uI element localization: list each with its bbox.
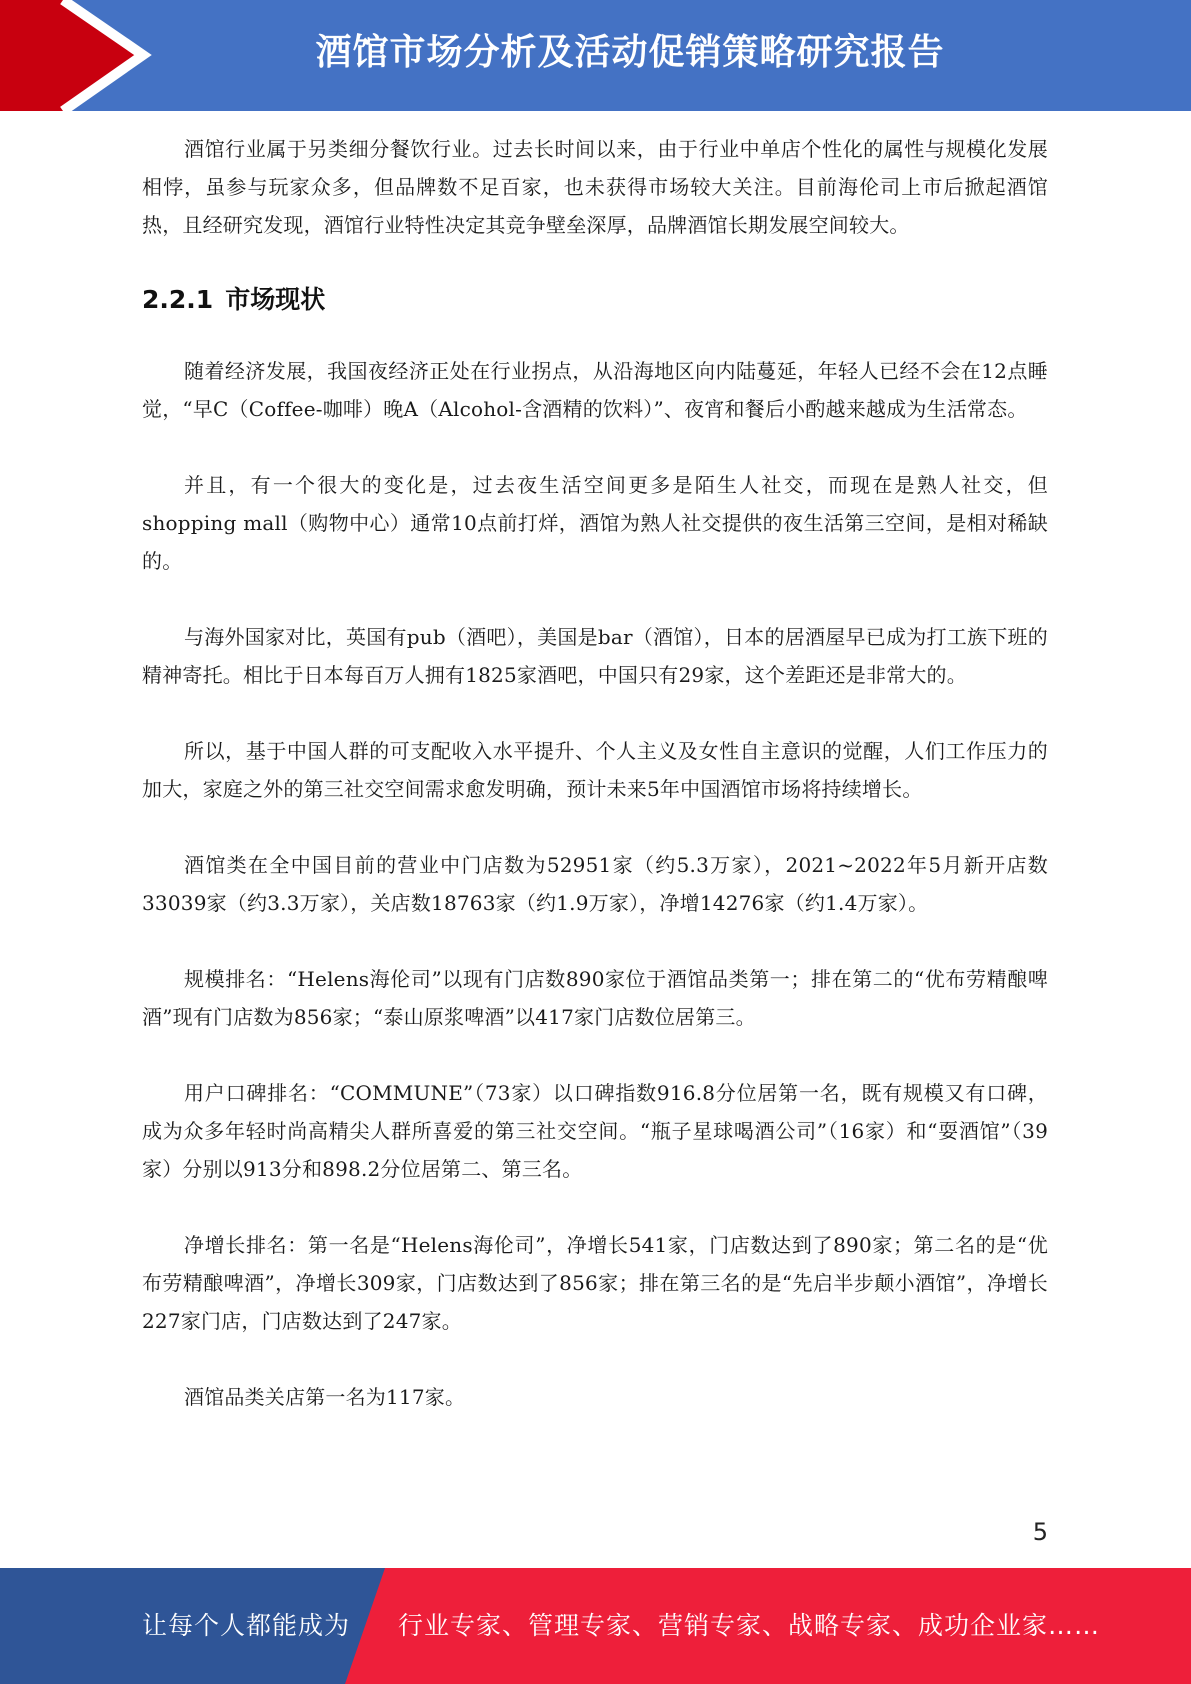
section-title: 市场现状 — [225, 285, 326, 314]
document-body — [142, 130, 1048, 1454]
header-band — [0, 0, 1191, 111]
paragraph: 并且，有一个很大的变化是，过去夜生活空间更多是陌生人社交，而现在是熟人社交，但shopping mall（购物中心）通常10点前打烊，酒馆为熟人社交提供的夜生活第三空间，是相对稀缺的。 — [142, 473, 1048, 573]
paragraph: 所以，基于中国人群的可支配收入水平提升、个人主义及女性自主意识的觉醒，人们工作压力的加大，家庭之外的第三社交空间需求愈发明确，预计未来5年中国酒馆市场将持续增长。 — [142, 739, 1048, 801]
paragraph: 规模排名：“Helens海伦司”以现有门店数890家位于酒馆品类第一；排在第二的“优布劳精酿啤酒”现有门店数为856家；“泰山原浆啤酒”以417家门店数位居第三。 — [142, 967, 1048, 1029]
footer-slogan-left: 让每个人都能成为 — [142, 1611, 351, 1640]
footer-band — [0, 1568, 1191, 1684]
paragraph: 随着经济发展，我国夜经济正处在行业拐点，从沿海地区向内陆蔓延，年轻人已经不会在12点睡觉，“早C（Coffee-咖啡）晚A（Alcohol-含酒精的饮料）”、夜宵和餐后小酌越来越成为生活常态。 — [142, 359, 1048, 421]
report-title: 酒馆市场分析及活动促销策略研究报告 — [315, 32, 945, 73]
footer-slogan-right: 行业专家、管理专家、营销专家、战略专家、成功企业家…… — [398, 1611, 1101, 1640]
intro-paragraph: 酒馆行业属于另类细分餐饮行业。过去长时间以来，由于行业中单店个性化的属性与规模化发展相悖，虽参与玩家众多，但品牌数不足百家，也未获得市场较大关注。目前海伦司上市后掀起酒馆热，且经研究发现，酒馆行业特性决定其竞争壁垒深厚，品牌酒馆长期发展空间较大。 — [142, 137, 1048, 237]
paragraph: 用户口碑排名：“COMMUNE”（73家）以口碑指数916.8分位居第一名，既有规模又有口碑，成为众多年轻时尚高精尖人群所喜爱的第三社交空间。“瓶子星球喝酒公司”（16家）和“耍酒馆”（39家）分别以913分和898.2分位居第二、第三名。 — [142, 1081, 1048, 1181]
paragraph: 酒馆类在全中国目前的营业中门店数为52951家（约5.3万家），2021~2022年5月新开店数33039家（约3.3万家），关店数18763家（约1.9万家），净增14276家（约1.4万家）。 — [142, 853, 1048, 915]
page-number: 5 — [1032, 1518, 1048, 1546]
section-heading — [142, 280, 1048, 320]
section-number: 2.2.1 — [142, 285, 214, 314]
paragraph: 净增长排名：第一名是“Helens海伦司”，净增长541家，门店数达到了890家；第二名的是“优布劳精酿啤酒”，净增长309家，门店数达到了856家；排在第三名的是“先启半步颠小酒馆”，净增长227家门店，门店数达到了247家。 — [142, 1233, 1048, 1333]
paragraph: 酒馆品类关店第一名为117家。 — [184, 1385, 466, 1409]
paragraph: 与海外国家对比，英国有pub（酒吧），美国是bar（酒馆），日本的居酒屋早已成为打工族下班的精神寄托。相比于日本每百万人拥有1825家酒吧，中国只有29家，这个差距还是非常大的。 — [142, 625, 1048, 687]
